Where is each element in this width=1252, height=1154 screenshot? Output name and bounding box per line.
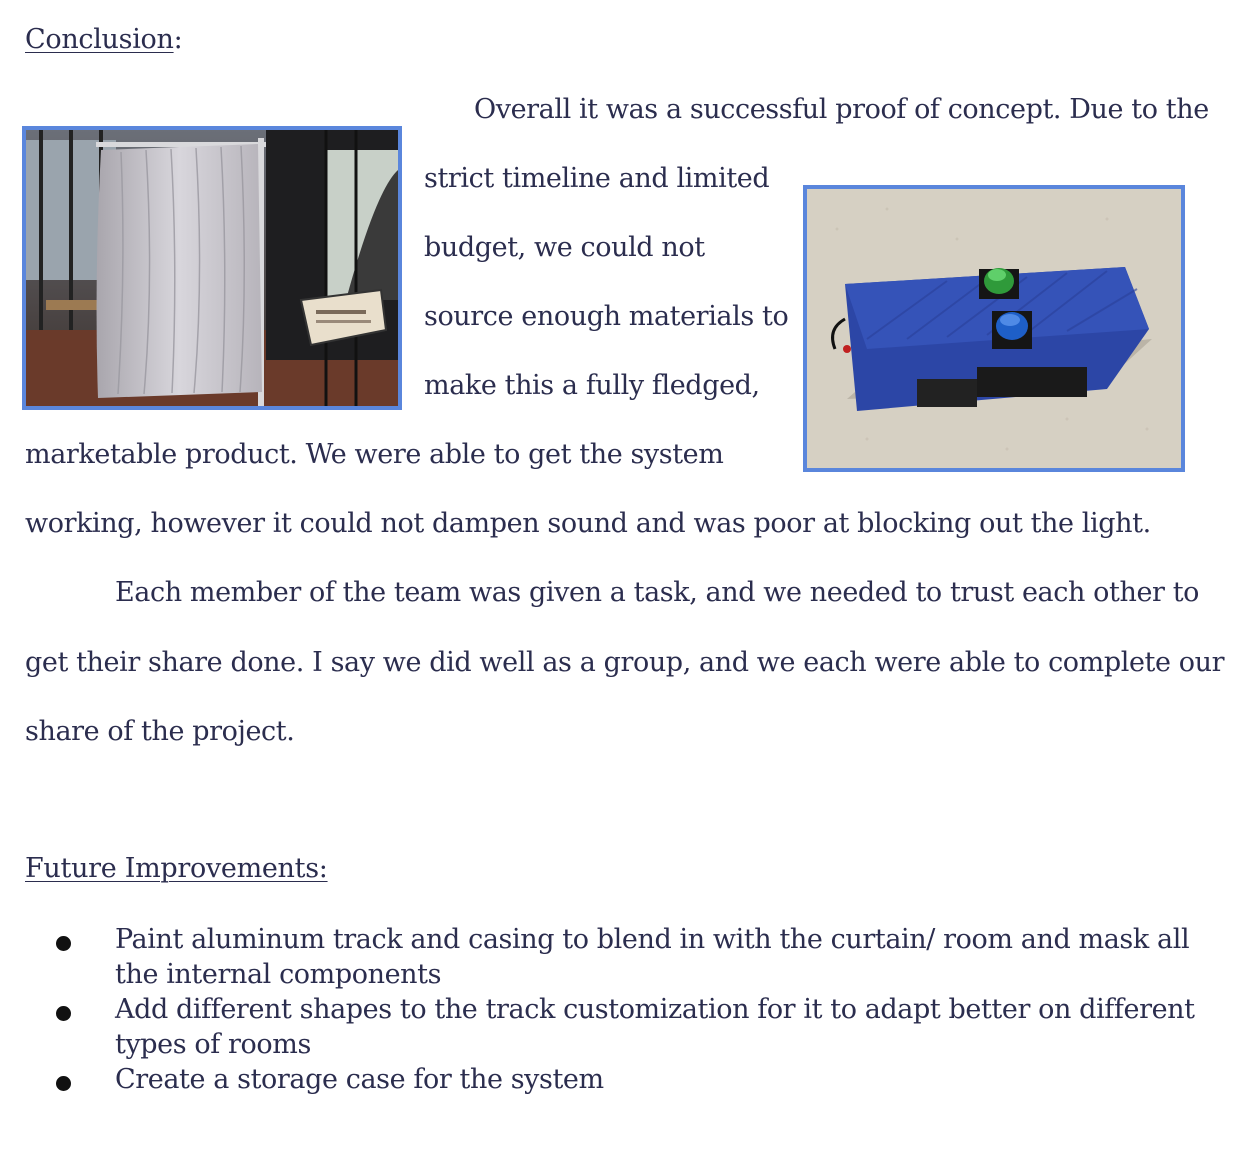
conclusion-heading-text: Conclusion: [25, 24, 174, 55]
conclusion-line-2: strict timeline and limited: [424, 163, 770, 194]
conclusion-line-10: share of the project.: [25, 716, 295, 747]
button-controller-box-photo: [803, 185, 1185, 472]
future-improvements-heading-text: Future Improvements:: [25, 853, 328, 884]
bullet-icon: [56, 1076, 71, 1091]
conclusion-line-7: working, however it could not dampen sound and was poor at blocking out the light.: [25, 508, 1151, 539]
future-improvements-heading: [25, 853, 328, 884]
conclusion-heading-colon: :: [173, 24, 183, 55]
conclusion-line-4: source enough materials to: [424, 301, 789, 332]
list-item-text: Paint aluminum track and casing to blend in with the curtain/ room and mask all the internal components: [115, 924, 1190, 990]
bullet-icon: [56, 936, 71, 951]
bullet-icon: [56, 1006, 71, 1021]
conclusion-line-8: Each member of the team was given a task, and we needed to trust each other to: [115, 577, 1200, 608]
list-item-text: Add different shapes to the track customization for it to adapt better on different types of rooms: [115, 994, 1195, 1060]
conclusion-line-3: budget, we could not: [424, 232, 705, 263]
curtain-prototype-photo: [22, 126, 402, 410]
conclusion-line-6: marketable product. We were able to get the system: [25, 439, 724, 470]
conclusion-line-5: make this a fully fledged,: [424, 370, 760, 401]
conclusion-line-1: Overall it was a successful proof of concept. Due to the: [474, 94, 1209, 125]
list-item-text: Create a storage case for the system: [115, 1064, 604, 1095]
conclusion-line-9: get their share done. I say we did well as a group, and we each were able to complete our: [25, 647, 1225, 678]
conclusion-heading: [25, 24, 182, 55]
